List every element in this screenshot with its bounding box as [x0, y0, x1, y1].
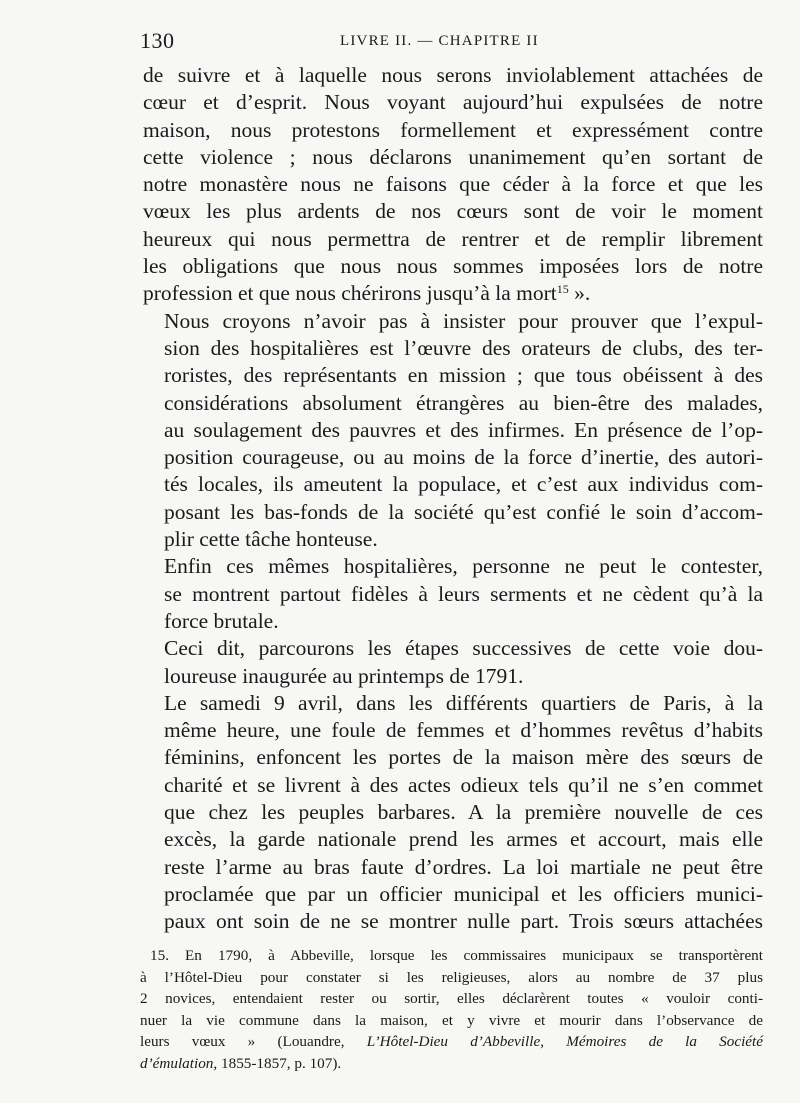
footnote-reference: 15 — [556, 282, 569, 297]
text-line: proclamée que par un officier municipal et les officiers munici- — [164, 881, 763, 906]
paragraph-2 — [143, 308, 763, 554]
text-line: tés locales, ils ameutent la populace, et c’est aux individus com- — [164, 472, 763, 497]
text-fragment: leurs vœux » (Louandre, — [140, 1033, 367, 1051]
footnote-15 — [140, 945, 763, 1075]
text-line: considérations absolument étrangères au bien-être des malades, — [164, 390, 763, 415]
body-text — [143, 62, 763, 936]
text-line: que chez les peuples barbares. A la première nouvelle de ces — [164, 800, 763, 825]
text-line: excès, la garde nationale prend les armes et accourt, mais elle — [164, 827, 763, 852]
text-line: posant les bas-fonds de la société qu’est confié le soin d’accom- — [164, 499, 763, 524]
text-fragment: , — [540, 1033, 567, 1051]
citation-series: d’émulation — [140, 1054, 214, 1072]
text-fragment: , 1855-1857, p. 107). — [213, 1054, 342, 1072]
text-line — [143, 280, 763, 307]
text-line: Nous croyons n’avoir pas à insister pour prouver que l’expul- — [164, 308, 763, 333]
paragraph-3 — [143, 553, 763, 635]
text-line: maison, nous protestons formellement et expressément contre — [143, 117, 763, 142]
text-line: paux ont soin de ne se montrer nulle part. Trois sœurs attachées — [164, 909, 763, 934]
text-line: sion des hospitalières est l’œuvre des orateurs de clubs, des ter- — [164, 335, 763, 360]
paragraph-5 — [143, 690, 763, 936]
footnote-line — [140, 1053, 763, 1075]
footnote-line: nuer la vie commune dans la maison, et y vivre et mourir dans l’observance de — [140, 1011, 763, 1029]
text-line: Enfin ces mêmes hospitalières, personne ne peut le contester, — [164, 554, 763, 579]
text-line: force brutale. — [164, 608, 279, 633]
text-line: cœur et d’esprit. Nous voyant aujourd’hui expulsées de notre — [143, 90, 763, 115]
page-header — [140, 28, 765, 58]
text-line: Ceci dit, parcourons les étapes successives de cette voie dou- — [164, 636, 763, 661]
text-line: féminins, enfoncent les portes de la maison mère des sœurs de — [164, 745, 763, 770]
text-line: se montrent partout fidèles à leurs serments et ne cèdent qu’à la — [164, 581, 763, 606]
text-line: au soulagement des pauvres et des infirmes. En présence de l’op- — [164, 417, 763, 442]
text-line: reste l’arme au bras faute d’ordres. La loi martiale ne peut être — [164, 854, 763, 879]
text-line: charité et se livrent à des actes odieux tels qu’il ne s’en commet — [164, 772, 763, 797]
page-number: 130 — [140, 28, 175, 53]
text-line: heureux qui nous permettra de rentrer et de remplir librement — [143, 226, 763, 251]
text-line: notre monastère nous ne faisons que céder à la force et que les — [143, 172, 763, 197]
citation-title: L’Hôtel-Dieu d’Abbeville — [366, 1033, 541, 1051]
text-line: roristes, des représentants en mission ; que tous obéissent à des — [164, 363, 763, 388]
citation-series: Mémoires de la Société — [566, 1033, 764, 1051]
paragraph-4 — [143, 635, 763, 690]
text-fragment: profession et que nous chérirons jusqu’à la mort — [143, 281, 557, 306]
running-head: LIVRE II. — CHAPITRE II — [340, 33, 539, 49]
text-line: loureuse inaugurée au printemps de 1791. — [164, 663, 524, 688]
footnote-line: à l’Hôtel-Dieu pour constater si les religieuses, alors au nombre de 37 plus — [140, 968, 763, 986]
footnote-line: 15. En 1790, à Abbeville, lorsque les commissaires municipaux se transportèrent — [150, 947, 763, 964]
text-fragment: ». — [568, 281, 591, 306]
text-line: même heure, une foule de femmes et d’hommes revêtus d’habits — [164, 718, 763, 743]
text-line: les obligations que nous nous sommes imposées lors de notre — [143, 254, 763, 279]
text-line: position courageuse, ou au moins de la force d’inertie, des autori- — [164, 445, 763, 470]
text-line: vœux les plus ardents de nos cœurs sont de voir le moment — [143, 199, 763, 224]
text-line: plir cette tâche honteuse. — [164, 527, 378, 552]
paragraph-1 — [143, 62, 763, 308]
text-line: cette violence ; nous déclarons unanimement qu’en sortant de — [143, 144, 763, 169]
text-line: Le samedi 9 avril, dans les différents quartiers de Paris, à la — [164, 690, 763, 715]
footnote-line: 2 novices, entendaient rester ou sortir, elles déclarèrent toutes « vouloir conti- — [140, 990, 763, 1008]
text-line: de suivre et à laquelle nous serons inviolablement attachées de — [143, 63, 763, 87]
footnote-line — [140, 1031, 763, 1053]
